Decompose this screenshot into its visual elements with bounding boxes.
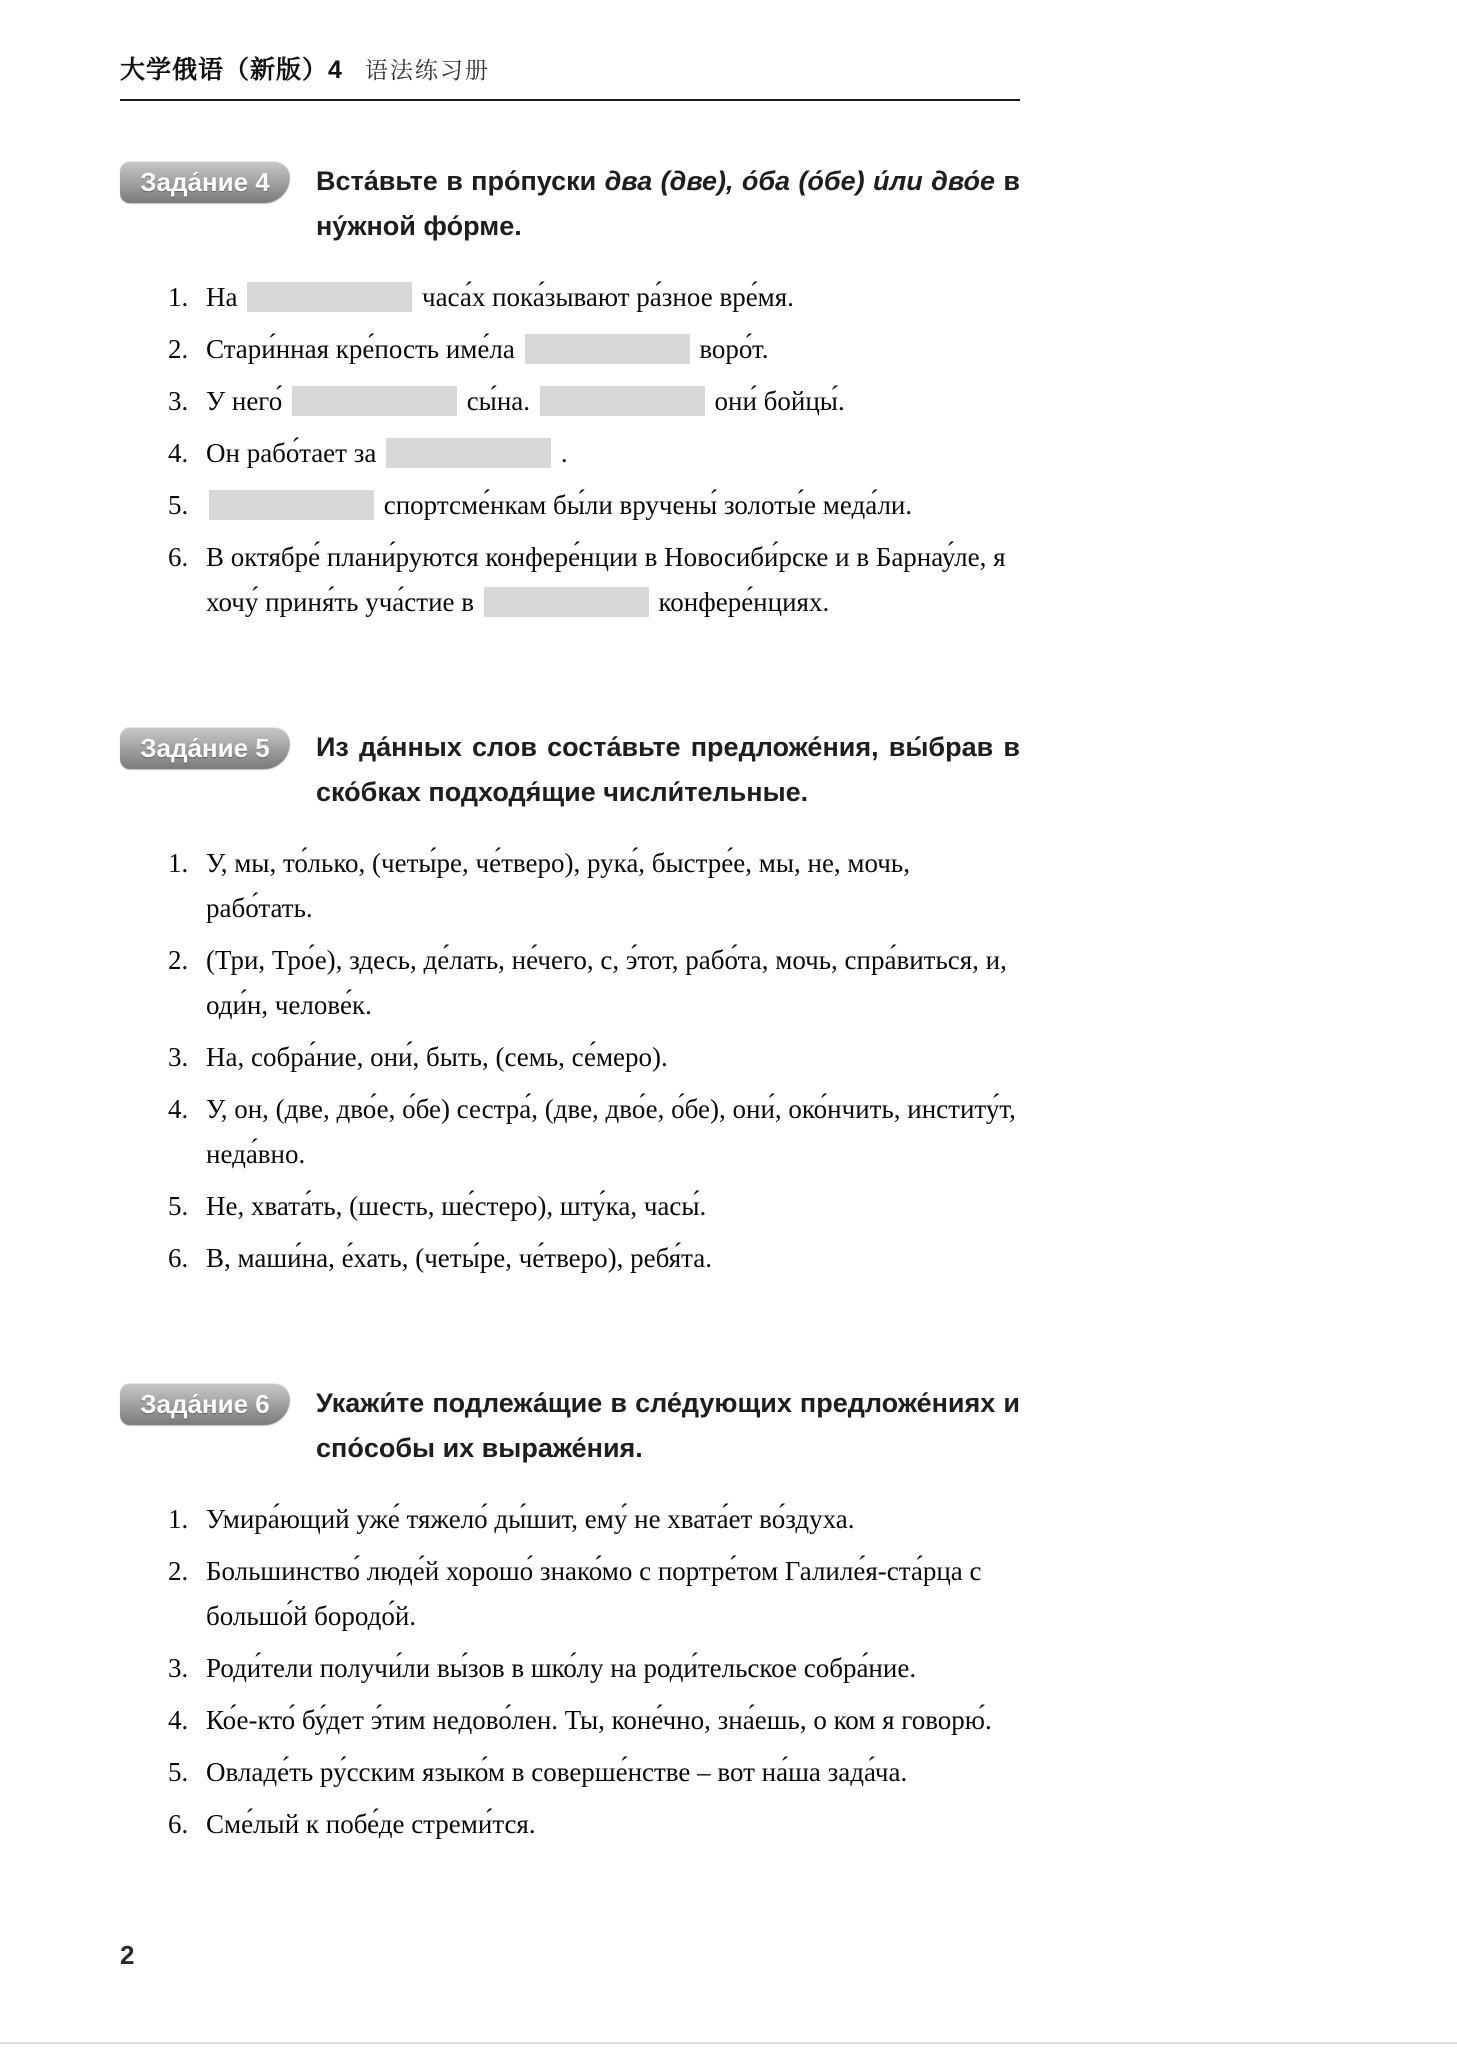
item-text: У, мы, то́лько, (четы́ре, че́тверо), рука́, быстре́е, мы, не, мочь, рабо́тать. bbox=[206, 848, 910, 923]
item-number: 5. bbox=[168, 1757, 189, 1787]
task-item bbox=[168, 1802, 1020, 1847]
item-number: 4. bbox=[168, 1094, 189, 1124]
answer-blank bbox=[525, 334, 690, 364]
task-item bbox=[168, 938, 1020, 1028]
task-item bbox=[168, 1236, 1020, 1281]
item-number: 3. bbox=[168, 1653, 189, 1683]
item-text: Роди́тели получи́ли вы́зов в шко́лу на роди́тельское собра́ние. bbox=[206, 1653, 917, 1683]
item-text: Овладе́ть ру́сским языко́м в соверше́нстве – вот на́ша зада́ча. bbox=[206, 1757, 908, 1787]
item-number: 2. bbox=[168, 334, 189, 364]
item-number: 5. bbox=[168, 490, 189, 520]
answer-blank bbox=[484, 587, 649, 617]
task-badge-label: Зада́ние 4 bbox=[140, 166, 270, 197]
task-item bbox=[168, 431, 1020, 476]
book-title: 大学俄语（新版）4 bbox=[120, 56, 343, 84]
task-badge bbox=[120, 727, 290, 769]
task-title-run: Из да́нных слов соста́вьте предложе́ния, вы́брав в ско́бках подходя́щие числи́тельные. bbox=[316, 732, 1020, 807]
item-text: У, он, (две, дво́е, о́бе) сестра́, (две, дво́е, о́бе), они́, око́нчить, институ́т, неда́вно. bbox=[206, 1094, 1016, 1169]
task-item bbox=[168, 535, 1020, 625]
item-number: 2. bbox=[168, 945, 189, 975]
item-number: 4. bbox=[168, 438, 189, 468]
item-text: В, маши́на, е́хать, (четы́ре, че́тверо), ребя́та. bbox=[206, 1243, 712, 1273]
task-header bbox=[120, 159, 1020, 249]
task-item bbox=[168, 841, 1020, 931]
task-badge-label: Зада́ние 6 bbox=[140, 1388, 270, 1419]
item-text: Он рабо́тает за . bbox=[206, 438, 568, 468]
item-text: (Три, Тро́е), здесь, де́лать, не́чего, с, э́тот, рабо́та, мочь, спра́виться, и, оди́н, челове́к. bbox=[206, 945, 1007, 1020]
item-text: У него́ сы́на. они́ бойцы́. bbox=[206, 386, 845, 416]
task-title bbox=[316, 159, 1020, 249]
task-section bbox=[120, 1381, 1020, 1847]
task-section bbox=[120, 725, 1020, 1281]
item-text: Умира́ющий уже́ тяжело́ ды́шит, ему́ не хвата́ет во́здуха. bbox=[206, 1504, 855, 1534]
task-item bbox=[168, 1087, 1020, 1177]
tasks-container bbox=[120, 159, 1020, 1847]
item-number: 6. bbox=[168, 1243, 189, 1273]
item-number: 1. bbox=[168, 282, 189, 312]
item-number: 3. bbox=[168, 386, 189, 416]
task-item bbox=[168, 1750, 1020, 1795]
scan-edge bbox=[0, 2042, 1457, 2044]
item-text: спортсме́нкам бы́ли вручены́ золоты́е меда́ли. bbox=[206, 483, 1020, 528]
task-item bbox=[168, 483, 1020, 528]
task-title-italic-run: два (две), о́ба (о́бе) и́ли дво́е bbox=[604, 166, 996, 196]
item-number: 4. bbox=[168, 1705, 189, 1735]
item-number: 1. bbox=[168, 1504, 189, 1534]
task-header bbox=[120, 1381, 1020, 1471]
task-section bbox=[120, 159, 1020, 625]
answer-blank bbox=[540, 386, 705, 416]
task-badge bbox=[120, 1383, 290, 1425]
page-header bbox=[120, 0, 1020, 101]
answer-blank bbox=[247, 282, 412, 312]
item-text: На часа́х пока́зывают ра́зное вре́мя. bbox=[206, 282, 794, 312]
task-item bbox=[168, 1184, 1020, 1229]
item-text: На, собра́ние, они́, быть, (семь, се́меро). bbox=[206, 1042, 668, 1072]
item-text: Ко́е-кто́ бу́дет э́тим недово́лен. Ты, коне́чно, зна́ешь, о ком я говорю́. bbox=[206, 1705, 992, 1735]
task-item bbox=[168, 1698, 1020, 1743]
item-number: 1. bbox=[168, 848, 189, 878]
item-text: Сме́лый к побе́де стреми́тся. bbox=[206, 1809, 536, 1839]
item-number: 2. bbox=[168, 1556, 189, 1586]
task-items bbox=[120, 1497, 1020, 1847]
task-items bbox=[120, 841, 1020, 1281]
task-item bbox=[168, 275, 1020, 320]
task-item bbox=[168, 1035, 1020, 1080]
task-item bbox=[168, 1646, 1020, 1691]
task-title bbox=[316, 725, 1020, 815]
task-title bbox=[316, 1381, 1020, 1471]
answer-blank bbox=[209, 490, 374, 520]
task-item bbox=[168, 327, 1020, 372]
task-item bbox=[168, 379, 1020, 424]
answer-blank bbox=[386, 438, 551, 468]
task-item bbox=[168, 1497, 1020, 1542]
item-number: 6. bbox=[168, 1809, 189, 1839]
page-number: 2 bbox=[120, 1940, 135, 1970]
task-item bbox=[168, 1549, 1020, 1639]
item-text: Не, хвата́ть, (шесть, ше́стеро), шту́ка, часы́. bbox=[206, 1191, 707, 1221]
item-number: 5. bbox=[168, 1191, 189, 1221]
item-number: 6. bbox=[168, 542, 189, 572]
item-text: В октябре́ плани́руются конфере́нции в Новосиби́рске и в Барнау́ле, я хочу́ приня́ть уча́стие в конфере́нциях. bbox=[206, 542, 1006, 617]
content-column bbox=[120, 0, 1020, 1854]
task-title-run: Вста́вьте в про́пуски bbox=[316, 166, 605, 196]
answer-blank bbox=[292, 386, 457, 416]
item-number: 3. bbox=[168, 1042, 189, 1072]
task-badge-label: Зада́ние 5 bbox=[140, 732, 270, 763]
item-text: Стари́нная кре́пость име́ла воро́т. bbox=[206, 334, 769, 364]
item-text: Большинство́ люде́й хорошо́ знако́мо с портре́том Галиле́я-ста́рца с большо́й бородо́й. bbox=[206, 1556, 982, 1631]
task-header bbox=[120, 725, 1020, 815]
task-badge bbox=[120, 161, 290, 203]
task-items bbox=[120, 275, 1020, 625]
task-title-run: в ну́жной фо́рме. bbox=[316, 166, 1020, 241]
book-subtitle: 语法练习册 bbox=[364, 57, 490, 83]
task-title-run: Укажи́те подлежа́щие в сле́дующих предложе́ниях и спо́собы их выраже́ния. bbox=[316, 1388, 1020, 1463]
